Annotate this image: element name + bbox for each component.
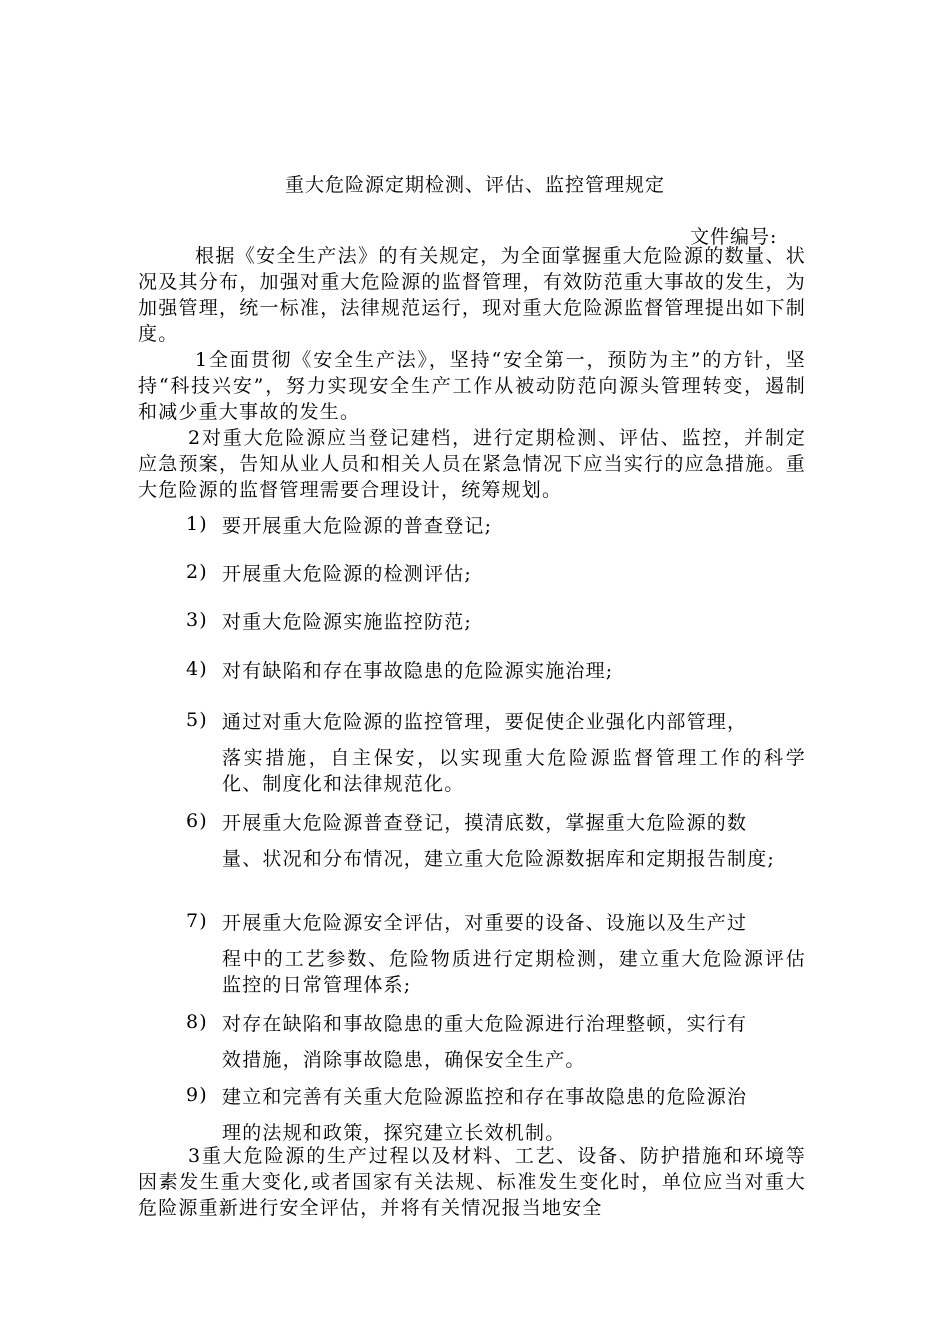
list-item-text: 对存在缺陷和事故隐患的重大危险源进行治理整顿，实行有 (222, 1013, 748, 1035)
list-item-text: 对重大危险源实施监控防范; (222, 611, 473, 633)
list-item-continuation: 程中的工艺参数、危险物质进行定期检测，建立重大危险源评估监控的日常管理体系; (222, 948, 806, 996)
list-item-number: 6) (186, 810, 208, 832)
list-item-text: 建立和完善有关重大危险源监控和存在事故隐患的危险源治 (222, 1086, 748, 1108)
section-2-paragraph: 2对重大危险源应当登记建档，进行定期检测、评估、监控，并制定应急预案，告知从业人员和相关人员在紧急情况下应当实行的应急措施。重大危险源的监督管理需要合理设计，统筹规划。 (138, 427, 806, 501)
list-item-continuation: 效措施，消除事故隐患，确保安全生产。 (222, 1049, 586, 1071)
list-item-number: 1) (186, 513, 208, 535)
list-item-continuation: 理的法规和政策，探究建立长效机制。 (222, 1122, 566, 1144)
list-item-text: 要开展重大危险源的普查登记; (222, 515, 493, 537)
section-3-paragraph: 3重大危险源的生产过程以及材料、工艺、设备、防护措施和环境等因素发生重大变化,或者国家有关法规、标准发生变化时，单位应当对重大危险源重新进行安全评估，并将有关情况报当地安全 (138, 1145, 806, 1219)
list-item-number: 7) (186, 910, 208, 932)
list-item-text: 对有缺陷和存在事故隐患的危险源实施治理; (222, 660, 614, 682)
list-item-number: 4) (186, 658, 208, 680)
list-item-number: 8) (186, 1011, 208, 1033)
document-title: 重大危险源定期检测、评估、监控管理规定 (284, 174, 665, 196)
section-1-paragraph: 1全面贯彻《安全生产法》，坚持“安全第一，预防为主”的方针，坚持“科技兴安”，努力实现安全生产工作从被动防范向源头管理转变，遏制和减少重大事故的发生。 (138, 349, 806, 423)
list-item-continuation: 落实措施，自主保安，以实现重大危险源监督管理工作的科学化、制度化和法律规范化。 (222, 747, 806, 795)
list-item-text: 开展重大危险源普查登记，摸清底数，掌握重大危险源的数 (222, 812, 748, 834)
list-item-text: 开展重大危险源安全评估，对重要的设备、设施以及生产过 (222, 912, 748, 934)
list-item-number: 3) (186, 609, 208, 631)
list-item-number: 9) (186, 1084, 208, 1106)
list-item-text: 通过对重大危险源的监控管理，要促使企业强化内部管理， (222, 711, 748, 733)
list-item-text: 开展重大危险源的检测评估; (222, 563, 473, 585)
document-number-label: 文件编号: (690, 226, 778, 248)
list-item-number: 5) (186, 709, 208, 731)
intro-paragraph: 根据《安全生产法》的有关规定，为全面掌握重大危险源的数量、状况及其分布，加强对重大危险源的监督管理，有效防范重大事故的发生，为加强管理，统一标准，法律规范运行，现对重大危险源监督管理提出如下制度。 (138, 245, 806, 345)
list-item-number: 2) (186, 561, 208, 583)
list-item-continuation: 量、状况和分布情况，建立重大危险源数据库和定期报告制度; (222, 848, 776, 870)
